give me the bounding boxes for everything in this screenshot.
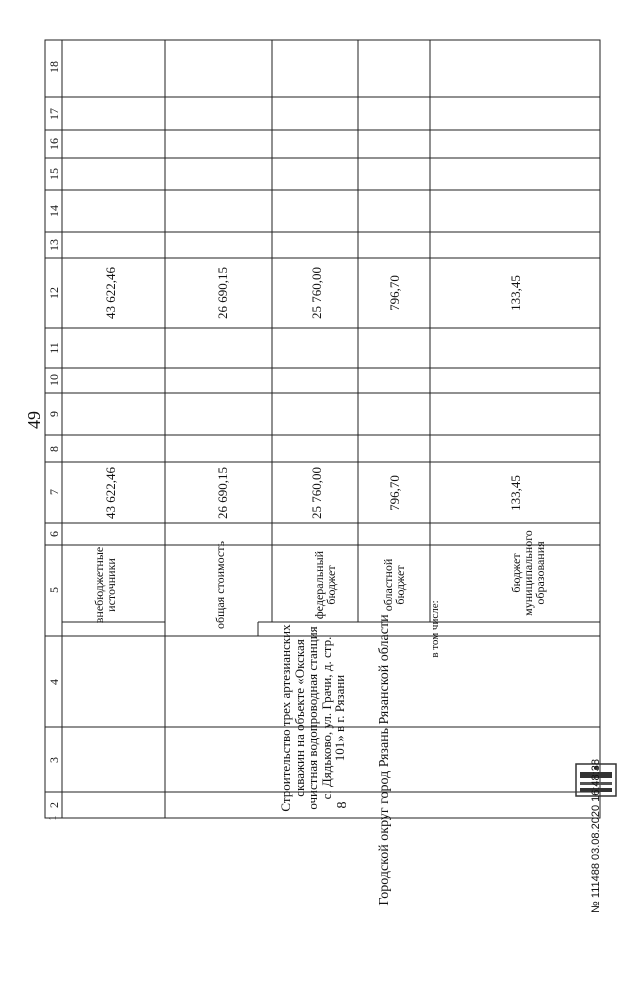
amount-col6: 43 622,46 (102, 467, 118, 519)
column-number: 18 (47, 61, 61, 73)
column-number: 2 (47, 802, 61, 808)
page-number: 49 (24, 411, 44, 429)
amount-col6: 25 760,00 (308, 467, 324, 519)
column-number: 12 (47, 287, 61, 299)
amount-col6: 796,70 (386, 475, 402, 511)
column-number: 6 (47, 531, 61, 537)
amount-col6: 26 690,15 (214, 467, 230, 519)
column-number: 7 (47, 489, 61, 495)
column-number: 13 (47, 239, 61, 251)
column-number: 3 (47, 757, 61, 763)
source-label: общая стоимость (213, 541, 227, 629)
amount-col12: 796,70 (386, 275, 402, 311)
amount-col12: 25 760,00 (308, 267, 324, 319)
municipality-cell: Городской округ город Рязань Рязанской области (377, 614, 392, 906)
project-cell: Строительство трех артезианских скважин на объекте «Окская очистная водопроводная станция с. Дядьково, ул. Грачи, д. стр. 101» в г. Рязани (277, 624, 348, 812)
column-number: 16 (47, 138, 61, 150)
column-number: 10 (47, 374, 61, 386)
amount-col12: 26 690,15 (214, 267, 230, 319)
amount-col6: 133,45 (507, 475, 523, 511)
column-number: 11 (47, 342, 61, 354)
column-number: 15 (47, 168, 61, 180)
amount-col12: 43 622,46 (102, 267, 118, 319)
column-number: 5 (47, 587, 61, 593)
amount-col12: 133,45 (507, 275, 523, 311)
source-label: областной бюджет (381, 558, 407, 612)
column-number: 8 (47, 446, 61, 452)
in-that-number-label: в том числе: (428, 600, 441, 658)
column-number: 4 (47, 679, 61, 685)
registration-stamp: № 111488 03.08.2020 16:48:38 (589, 759, 602, 913)
row-index: 8 (335, 801, 350, 809)
source-label: федеральный бюджет (312, 550, 338, 620)
source-label: внебюджетные источники (92, 546, 118, 624)
column-number: 1 (48, 815, 59, 821)
column-number: 14 (47, 205, 61, 217)
source-label: бюджет муниципального образования (509, 530, 547, 616)
column-number: 17 (47, 108, 61, 120)
column-number: 9 (47, 411, 61, 417)
